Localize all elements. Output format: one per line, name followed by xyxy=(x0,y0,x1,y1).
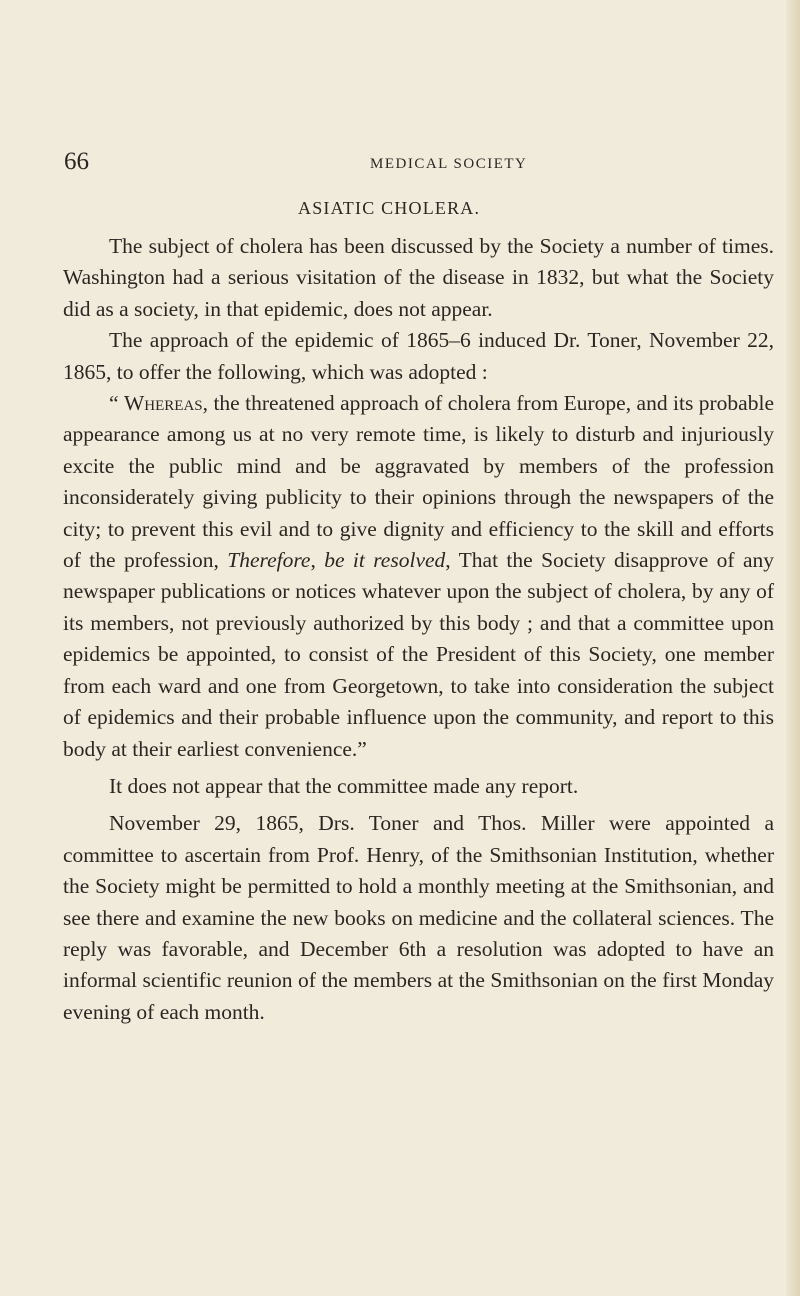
paragraph-no-report: It does not appear that the committee made any report. xyxy=(109,773,579,798)
section-title: ASIATIC CHOLERA. xyxy=(298,198,481,218)
resolution-text-a: , the threatened approach of cholera from Europe, and its probable appearance among us at no very remote time, is likely to disturb and injuriously excite the public mind and be aggravated by members of the profession inconsiderately giving publicity to their opinions through the newspapers of the city; to prevent this evil and to give dignity and efficiency to the skill and efforts of the profession, xyxy=(63,391,774,573)
therefore-word: Therefore xyxy=(227,548,311,573)
running-head: MEDICAL SOCIETY xyxy=(370,156,528,172)
resolution-text-b: , That the Society disapprove of any newspaper publications or notices whatever upon the subject of cholera, by any of its members, not previously authorized by this body ; and that a committee upon epidemics be appointed, to consist of the President of this Society, one member from each ward and one from Georgetown, to take into consideration the subject of epidemics and their probable influence upon the community, and report to this body at their earliest convenience.” xyxy=(63,548,774,761)
page-edge-shadow xyxy=(786,0,800,1296)
paragraph-resolution-quote xyxy=(63,388,774,765)
open-quote: “ xyxy=(109,391,124,416)
page-number: 66 xyxy=(64,148,89,175)
paragraph-intro: The subject of cholera has been discussed by the Society a number of times. Washington had a serious visitation of the disease in 1832, but what the Society did as a society, in that epidemic, does not appear. xyxy=(63,234,774,321)
paragraph-toner-resolution-intro: The approach of the epidemic of 1865–6 induced Dr. Toner, November 22, 1865, to offer the following, which was adopted : xyxy=(63,328,774,384)
body-text xyxy=(63,231,774,1028)
whereas-word: Whereas xyxy=(123,391,203,416)
paragraph-smithsonian: November 29, 1865, Drs. Toner and Thos. Miller were appointed a committee to ascertain from Prof. Henry, of the Smithsonian Institution, whether the Society might be permitted to hold a monthly meeting at the Smithsonian, and see there and examine the new books on medicine and the collateral sciences. The reply was favorable, and December 6th a resolution was adopted to have an informal scientific reunion of the members at the Smithsonian on the first Monday evening of each month. xyxy=(63,811,774,1024)
resolved-phrase: be it resolved xyxy=(324,548,446,573)
resolution-comma: , xyxy=(310,548,325,573)
